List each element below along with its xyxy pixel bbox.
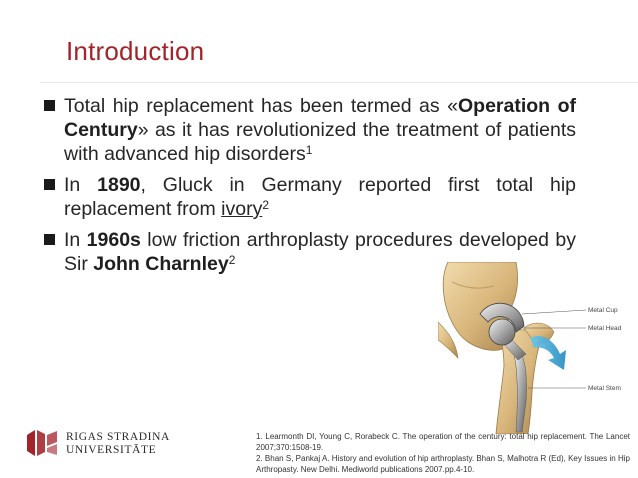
- reference-1: 1. Learmonth DI, Young C, Rorabeck C. The operation of the century: total hip replacement. The Lancet 2007;370:1508-19.: [256, 432, 630, 452]
- university-emblem-icon: [26, 430, 58, 456]
- square-bullet-icon: [44, 234, 55, 245]
- figure-label-metal-head: Metal Head: [588, 325, 622, 332]
- bold-text: 1890: [97, 174, 141, 196]
- text-run: Total hip replacement has been termed as «: [64, 95, 458, 117]
- reference-superscript: 2: [262, 198, 270, 212]
- figure-label-metal-stem: Metal Stem: [588, 385, 621, 392]
- text-run: In: [64, 174, 98, 196]
- logo-text-line1: RIGAS STRADINA: [66, 431, 170, 443]
- bold-text: Operation of Century: [64, 95, 576, 141]
- figure-label-metal-cup: Metal Cup: [588, 307, 618, 314]
- bullet-text: [64, 94, 576, 166]
- bullet-item: [44, 94, 576, 166]
- square-bullet-icon: [44, 179, 55, 190]
- text-run: In: [64, 229, 87, 251]
- bold-text: 1960s: [86, 229, 141, 251]
- bullet-list: [44, 94, 576, 283]
- bold-text: John Charnley: [93, 253, 229, 275]
- text-run: , Gluck in Germany reported first total hip replacement from: [64, 174, 576, 220]
- bullet-text: [64, 173, 576, 221]
- reference-superscript: 1: [305, 143, 313, 157]
- logo-text-line2: UNIVERSITĀTE: [66, 444, 157, 456]
- hip-implant-illustration: [438, 262, 638, 434]
- reference-2: 2. Bhan S, Pankaj A. History and evolution of hip arthroplasty. Bhan S, Malhotra R (Ed), Key Issues in Hip Arthropasty. New Delhi. Mediworld publications 2007.pp.4-10.: [256, 454, 630, 474]
- reference-superscript: 2: [228, 253, 236, 267]
- square-bullet-icon: [44, 100, 55, 111]
- bullet-item: [44, 173, 576, 221]
- references: [256, 431, 630, 475]
- text-run: » as it has revolutionized the treatment of patients with advanced hip disorders: [64, 119, 576, 165]
- slide-title: Introduction: [66, 36, 205, 66]
- title-divider: [40, 82, 638, 83]
- text-run: low friction arthroplasty procedures developed by Sir: [64, 229, 577, 275]
- underlined-text: ivory: [221, 198, 263, 220]
